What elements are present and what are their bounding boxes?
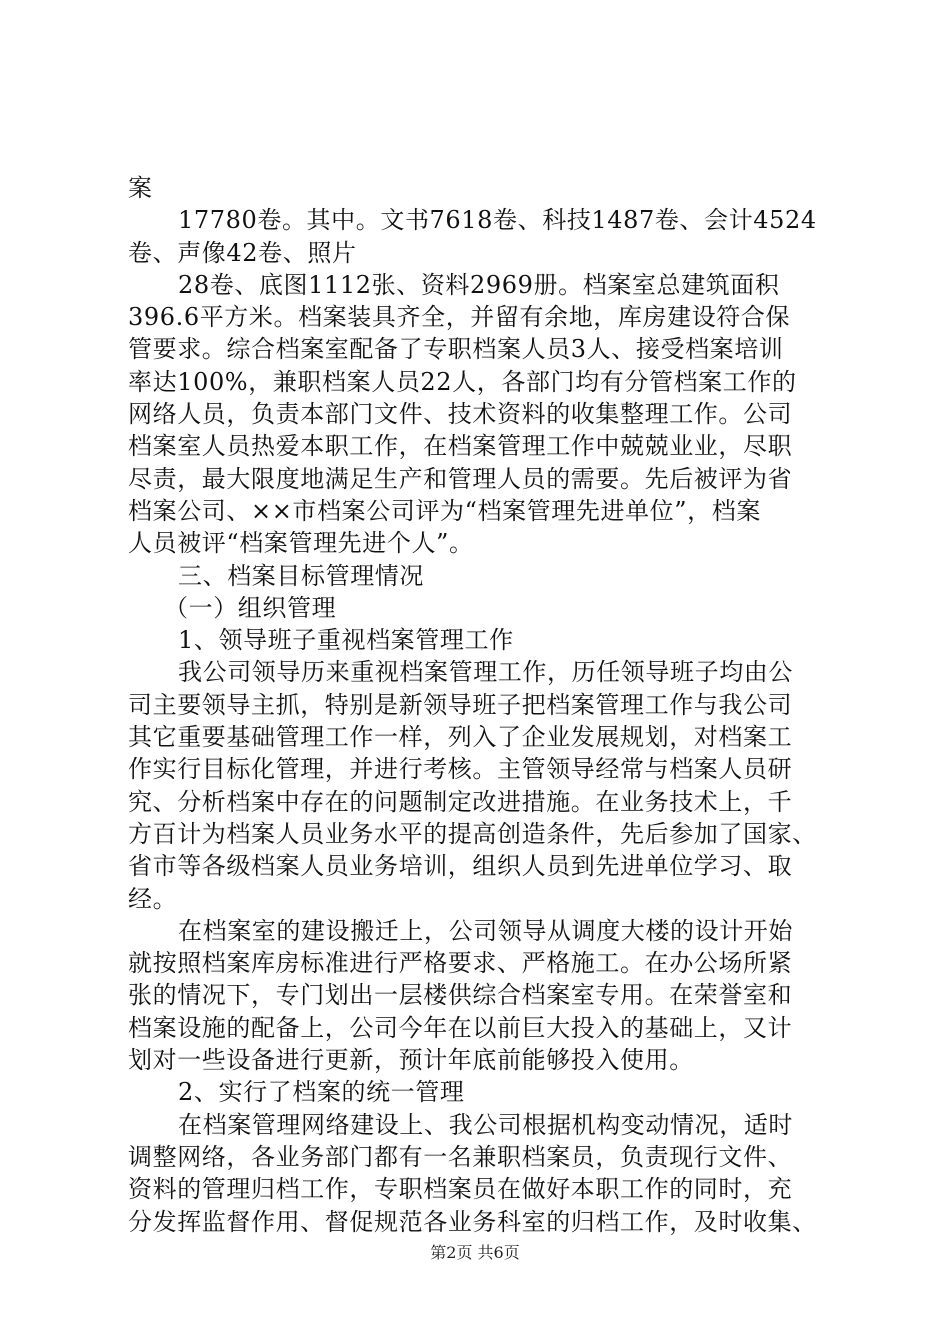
text-line: 管要求。综合档案室配备了专职档案人员3人、接受档案培训 (128, 335, 784, 364)
text-line: 卷、声像42卷、照片 (128, 238, 357, 267)
text-line: 档案室人员热爱本职工作，在档案管理工作中兢兢业业，尽职 (128, 432, 793, 461)
text-line: 档案公司、××市档案公司评为“档案管理先进单位”，档案 (128, 496, 761, 525)
text-line: 17780卷。其中。文书7618卷、科技1487卷、会计4524 (178, 206, 817, 235)
text-line: 1、领导班子重视档案管理工作 (178, 626, 514, 655)
text-line: 三、档案目标管理情况 (178, 561, 424, 590)
text-line: 究、分析档案中存在的问题制定改进措施。在业务技术上，千 (128, 787, 793, 816)
text-line: 28卷、底图1112张、资料2969册。档案室总建筑面积 (178, 270, 780, 299)
text-line: 率达100%，兼职档案人员22人，各部门均有分管档案工作的 (128, 367, 797, 396)
text-line: 经。 (128, 884, 178, 913)
text-line: 396.6平方米。档案装具齐全，并留有余地，库房建设符合保 (128, 303, 791, 332)
text-line: 司主要领导主抓，特别是新领导班子把档案管理工作与我公司 (128, 690, 793, 719)
page-footer: 第2页 共6页 (430, 1243, 520, 1262)
text-line: 在档案室的建设搬迁上，公司领导从调度大楼的设计开始 (178, 916, 793, 945)
document-body (128, 172, 840, 1238)
text-line: 尽责，最大限度地满足生产和管理人员的需要。先后被评为省 (128, 464, 793, 493)
text-line: 划对一些设备进行更新，预计年底前能够投入使用。 (128, 1046, 694, 1075)
text-line: 调整网络，各业务部门都有一名兼职档案员，负责现行文件、 (128, 1142, 793, 1171)
text-line: 张的情况下，专门划出一层楼供综合档案室专用。在荣誉室和 (128, 981, 793, 1010)
text-line: 省市等各级档案人员业务培训，组织人员到先进单位学习、取 (128, 852, 793, 881)
text-line: 在档案管理网络建设上、我公司根据机构变动情况，适时 (178, 1110, 793, 1139)
text-line: 档案设施的配备上，公司今年在以前巨大投入的基础上，又计 (128, 1013, 793, 1042)
text-line: 2、实行了档案的统一管理 (178, 1078, 465, 1107)
text-line: 分发挥监督作用、督促规范各业务科室的归档工作，及时收集、 (128, 1207, 817, 1236)
text-line: 作实行目标化管理，并进行考核。主管领导经常与档案人员研 (128, 755, 793, 784)
text-line: 网络人员，负责本部门文件、技术资料的收集整理工作。公司 (128, 400, 793, 429)
text-line: 我公司领导历来重视档案管理工作，历任领导班子均由公 (178, 658, 793, 687)
text-line: 其它重要基础管理工作一样，列入了企业发展规划，对档案工 (128, 723, 793, 752)
text-line: 方百计为档案人员业务水平的提高创造条件，先后参加了国家、 (128, 819, 817, 848)
text-line: 就按照档案库房标准进行严格要求、严格施工。在办公场所紧 (128, 949, 793, 978)
text-line: 资料的管理归档工作，专职档案员在做好本职工作的同时，充 (128, 1175, 793, 1204)
text-line: （一）组织管理 (164, 593, 337, 622)
text-line: 案 (128, 174, 153, 202)
text-line: 人员被评“档案管理先进个人”。 (128, 529, 474, 558)
